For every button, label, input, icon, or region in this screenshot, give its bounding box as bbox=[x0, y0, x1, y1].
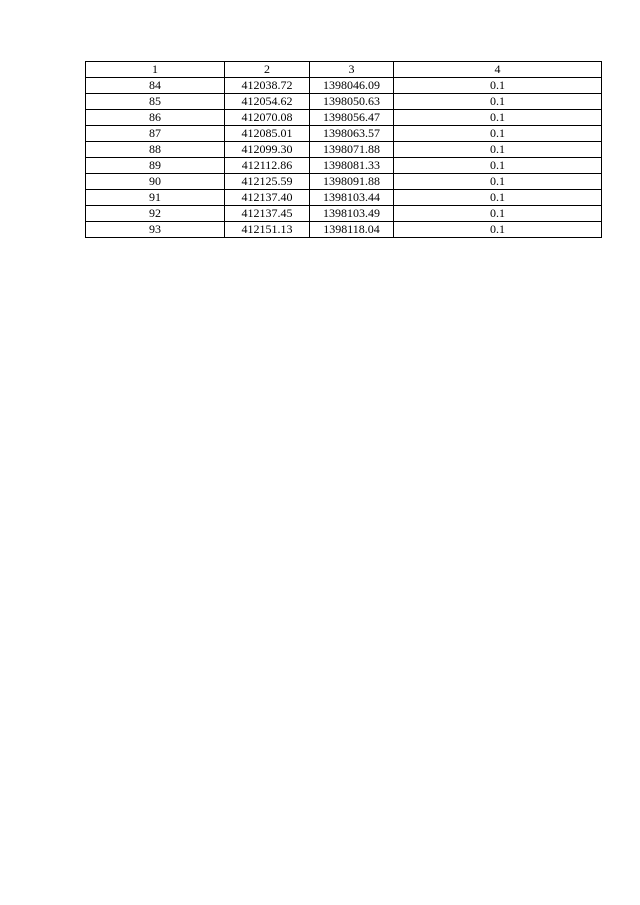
table-cell: 412137.45 bbox=[225, 206, 310, 222]
column-header: 2 bbox=[225, 62, 310, 78]
table-cell: 0.1 bbox=[394, 142, 602, 158]
table-cell: 92 bbox=[86, 206, 225, 222]
table-cell: 0.1 bbox=[394, 78, 602, 94]
table-row bbox=[86, 174, 602, 190]
table-cell: 1398118.04 bbox=[310, 222, 394, 238]
column-header: 1 bbox=[86, 62, 225, 78]
table-row bbox=[86, 110, 602, 126]
table-cell: 412112.86 bbox=[225, 158, 310, 174]
table-cell: 86 bbox=[86, 110, 225, 126]
table-cell: 89 bbox=[86, 158, 225, 174]
table-header-row bbox=[86, 62, 602, 78]
table-cell: 1398103.49 bbox=[310, 206, 394, 222]
table-cell: 1398056.47 bbox=[310, 110, 394, 126]
column-header: 4 bbox=[394, 62, 602, 78]
table-cell: 0.1 bbox=[394, 94, 602, 110]
table-cell: 412054.62 bbox=[225, 94, 310, 110]
table-cell: 1398103.44 bbox=[310, 190, 394, 206]
table-cell: 412125.59 bbox=[225, 174, 310, 190]
table-cell: 1398046.09 bbox=[310, 78, 394, 94]
table-cell: 84 bbox=[86, 78, 225, 94]
table-cell: 412137.40 bbox=[225, 190, 310, 206]
table-row bbox=[86, 206, 602, 222]
table-cell: 0.1 bbox=[394, 222, 602, 238]
table-row bbox=[86, 142, 602, 158]
table-cell: 0.1 bbox=[394, 206, 602, 222]
table-row bbox=[86, 126, 602, 142]
table-cell: 0.1 bbox=[394, 158, 602, 174]
table-cell: 1398050.63 bbox=[310, 94, 394, 110]
table-cell: 412070.08 bbox=[225, 110, 310, 126]
table-cell: 0.1 bbox=[394, 110, 602, 126]
table-row bbox=[86, 94, 602, 110]
table-row bbox=[86, 78, 602, 94]
coordinates-table bbox=[85, 61, 602, 238]
table-cell: 412151.13 bbox=[225, 222, 310, 238]
table-cell: 412099.30 bbox=[225, 142, 310, 158]
table-cell: 1398091.88 bbox=[310, 174, 394, 190]
column-header: 3 bbox=[310, 62, 394, 78]
table-cell: 93 bbox=[86, 222, 225, 238]
table-cell: 1398071.88 bbox=[310, 142, 394, 158]
table-cell: 1398063.57 bbox=[310, 126, 394, 142]
table-row bbox=[86, 190, 602, 206]
table-cell: 85 bbox=[86, 94, 225, 110]
table-cell: 0.1 bbox=[394, 190, 602, 206]
table-cell: 91 bbox=[86, 190, 225, 206]
table-cell: 88 bbox=[86, 142, 225, 158]
table-row bbox=[86, 158, 602, 174]
table-cell: 0.1 bbox=[394, 174, 602, 190]
table-cell: 412038.72 bbox=[225, 78, 310, 94]
table-row bbox=[86, 222, 602, 238]
table-cell: 412085.01 bbox=[225, 126, 310, 142]
table-cell: 90 bbox=[86, 174, 225, 190]
table-cell: 87 bbox=[86, 126, 225, 142]
table-cell: 1398081.33 bbox=[310, 158, 394, 174]
table-cell: 0.1 bbox=[394, 126, 602, 142]
